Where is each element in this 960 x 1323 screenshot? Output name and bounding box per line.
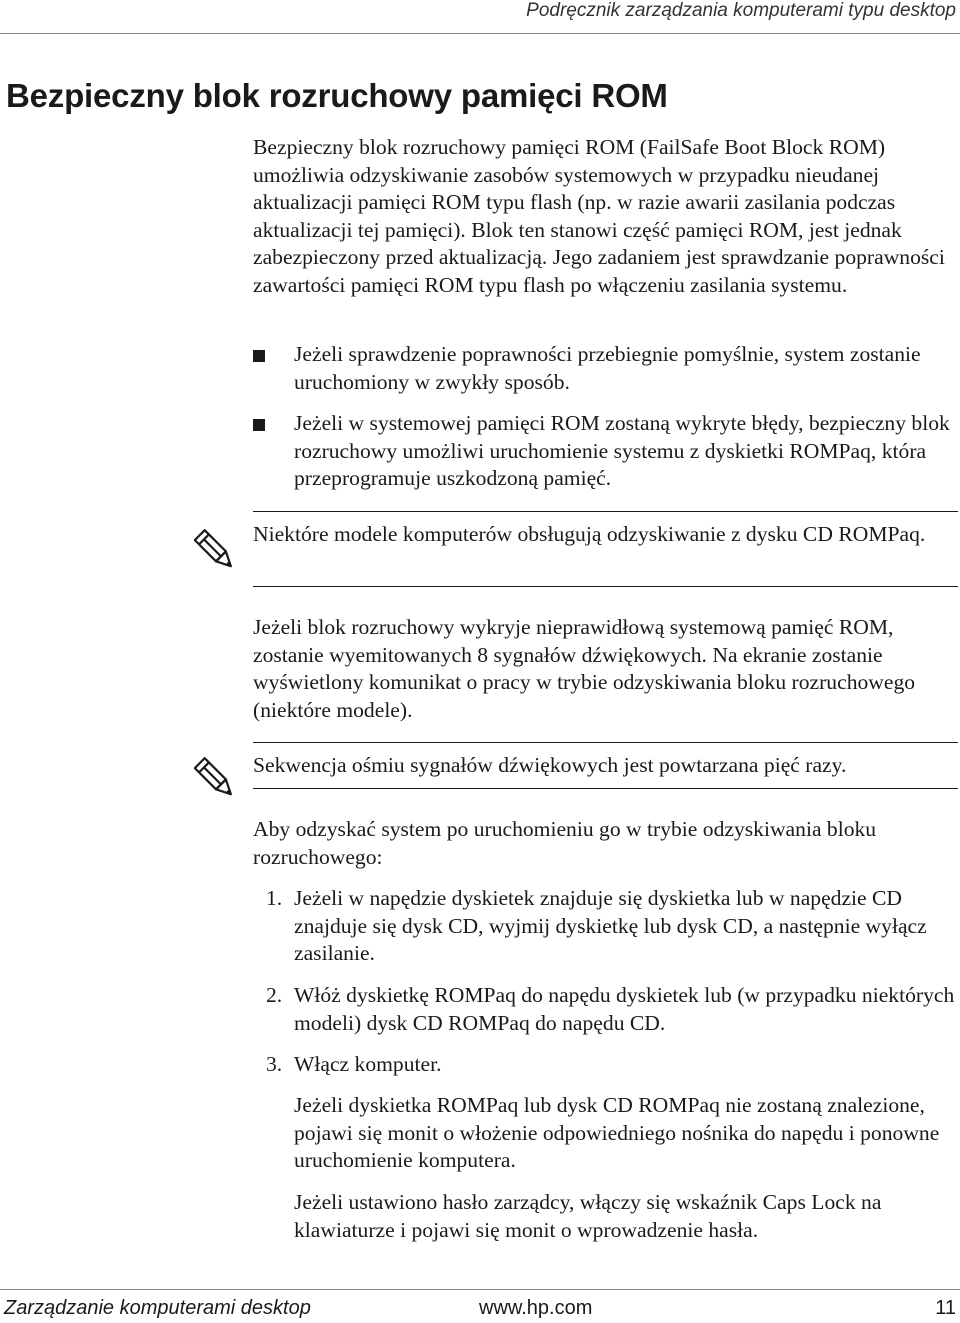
bullet-text: Jeżeli w systemowej pamięci ROM zostaną wykryte błędy, bezpieczny blok rozruchowy umożliwi uruchomienie systemu z dyskietki ROMPaq, która przeprogramuje uszkodzoną pamięć. — [294, 411, 950, 491]
bullet-item — [253, 410, 958, 493]
pencil-note-icon — [194, 526, 238, 579]
step-number: 3. — [266, 1052, 283, 1076]
step-item — [253, 1051, 958, 1079]
step-number: 1. — [266, 886, 283, 910]
step-item — [253, 982, 958, 1037]
recovery-intro-paragraph: Aby odzyskać system po uruchomieniu go w trybie odzyskiwania bloku rozruchowego: — [253, 817, 877, 869]
note-text: Niektóre modele komputerów obsługują odzyskiwanie z dysku CD ROMPaq. — [253, 522, 926, 546]
page-title: Bezpieczny blok rozruchowy pamięci ROM — [6, 77, 668, 114]
note-bottom-rule — [253, 788, 958, 789]
bullet-square-icon — [253, 350, 265, 362]
page-number: 11 — [935, 1297, 956, 1319]
footer-url: www.hp.com — [479, 1297, 593, 1319]
running-header: Podręcznik zarządzania komputerami typu desktop — [526, 0, 956, 21]
step-item — [253, 885, 958, 968]
step-note-paragraph: Jeżeli dyskietka ROMPaq lub dysk CD ROMPaq nie zostaną znalezione, pojawi się monit o włożenie odpowiedniego nośnika do napędu i ponowne uruchomienie komputera. — [294, 1093, 940, 1173]
note-text: Sekwencja ośmiu sygnałów dźwiękowych jest powtarzana pięć razy. — [253, 753, 847, 777]
pencil-note-icon — [194, 754, 238, 807]
step-note-paragraph: Jeżeli ustawiono hasło zarządcy, włączy się wskaźnik Caps Lock na klawiaturze i pojawi się monit o wprowadzenie hasła. — [294, 1190, 882, 1242]
step-number: 2. — [266, 983, 283, 1007]
step-text: Jeżeli w napędzie dyskietek znajduje się dyskietka lub w napędzie CD znajduje się dysk CD, wyjmij dyskietkę lub dysk CD, a następnie wyłącz zasilanie. — [294, 886, 927, 966]
note-top-rule — [253, 511, 958, 512]
footer-rule — [0, 1289, 960, 1290]
bullet-item — [253, 341, 958, 396]
step-text: Włącz komputer. — [294, 1052, 442, 1076]
note-bottom-rule — [253, 586, 958, 587]
bullet-text: Jeżeli sprawdzenie poprawności przebiegnie pomyślnie, system zostanie uruchomiony w zwykły sposób. — [294, 342, 921, 394]
footer-title: Zarządzanie komputerami desktop — [4, 1297, 311, 1319]
note-top-rule — [253, 742, 958, 743]
intro-paragraph: Bezpieczny blok rozruchowy pamięci ROM (FailSafe Boot Block ROM) umożliwia odzyskiwanie zasobów systemowych w przypadku nieudanej aktualizacji pamięci ROM typu flash (np. w razie awarii zasilania podczas aktualizacji tej pamięci). Blok ten stanowi część pamięci ROM, jest jednak zabezpieczony przed aktualizacją. Jego zadaniem jest sprawdzanie poprawności zawartości pamięci ROM typu flash po włączeniu zasilania systemu. — [253, 135, 945, 297]
step-text: Włóż dyskietkę ROMPaq do napędu dyskietek lub (w przypadku niektórych modeli) dysk CD ROMPaq do napędu CD. — [294, 983, 955, 1035]
bullet-square-icon — [253, 419, 265, 431]
beep-paragraph: Jeżeli blok rozruchowy wykryje nieprawidłową systemową pamięć ROM, zostanie wyemitowanych 8 sygnałów dźwiękowych. Na ekranie zostanie wyświetlony komunikat o pracy w trybie odzyskiwania bloku rozruchowego (niektóre modele). — [253, 615, 916, 722]
header-rule — [0, 33, 960, 34]
